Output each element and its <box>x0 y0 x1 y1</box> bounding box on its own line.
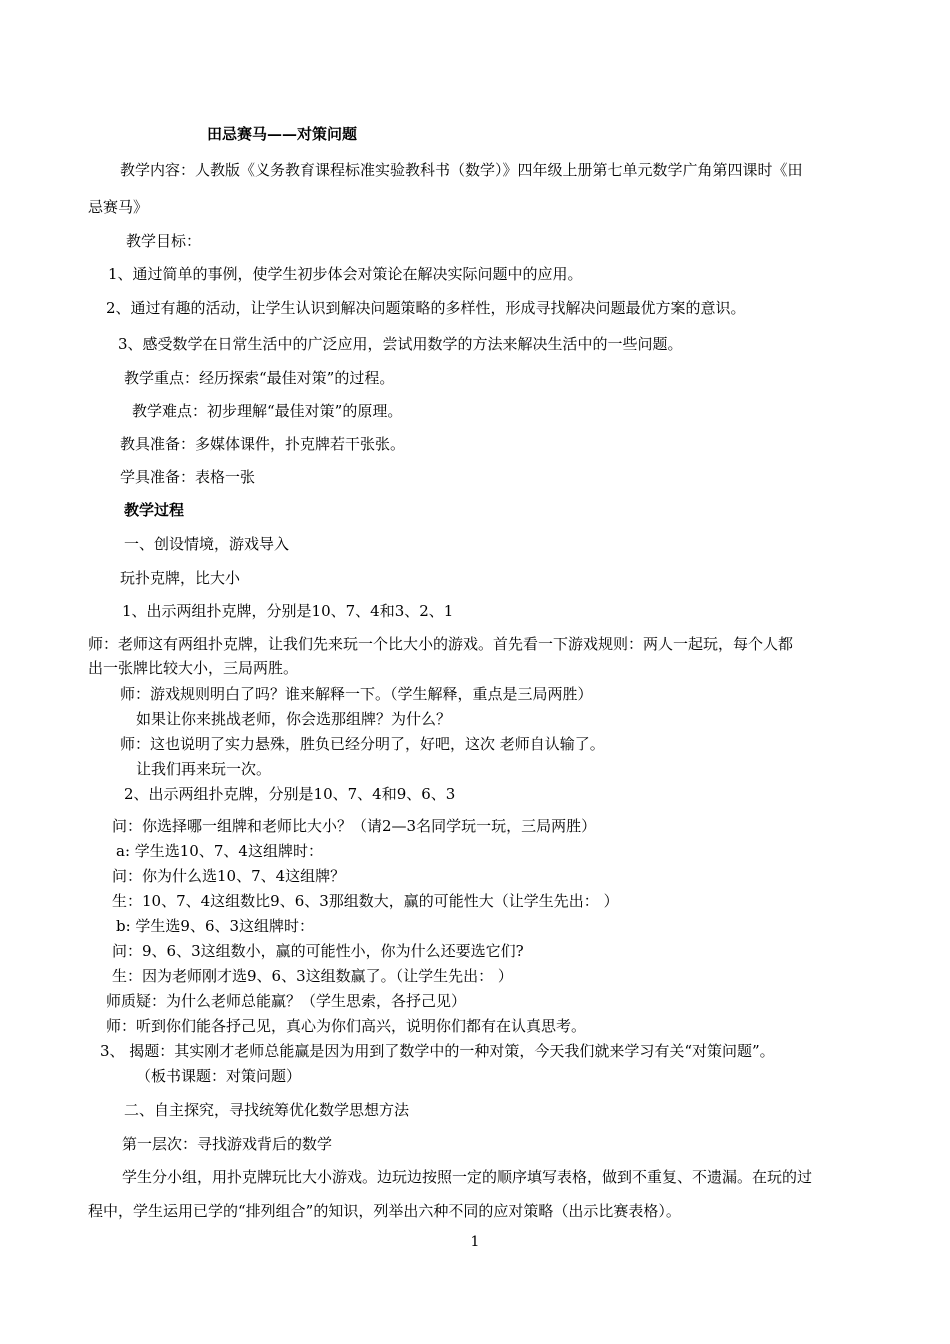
paragraph-line-1: 学生分小组，用扑克牌玩比大小游戏。边玩边按照一定的顺序填写表格，做到不重复、不遗漏。在玩的过 <box>122 1168 813 1186</box>
step-1: 1、出示两组扑克牌，分别是10、7、4和3、2、1 <box>122 602 454 620</box>
student-2: 生：因为老师刚才选9、6、3这组数赢了。（让学生先出： ） <box>112 967 513 985</box>
question-1: 如果让你来挑战老师，你会选那组牌？为什么？ <box>136 710 452 728</box>
step-3: 3、 揭题：其实刚才老师总能赢是因为用到了数学中的一种对策，今天我们就来学习有关“对策问题”。 <box>100 1042 775 1060</box>
goal-2: 2、通过有趣的活动，让学生认识到解决问题策略的多样性，形成寻找解决问题最优方案的意识。 <box>106 299 746 317</box>
case-a: a: 学生选10、7、4这组牌时： <box>116 842 323 860</box>
goals-heading: 教学目标： <box>126 232 202 250</box>
teacher-1-line-1: 师：老师这有两组扑克牌，让我们先来玩一个比大小的游戏。首先看一下游戏规则：两人一起玩，每个人都 <box>88 635 794 653</box>
teacher-1-line-2: 出一张牌比较大小，三局两胜。 <box>88 659 299 677</box>
board-note: （板书课题：对策问题） <box>136 1067 302 1085</box>
doc-title: 田忌赛马——对策问题 <box>207 125 358 143</box>
again-line: 让我们再来玩一次。 <box>136 760 272 778</box>
section-2-heading: 二、自主探究，寻找统筹优化数学思想方法 <box>124 1101 410 1119</box>
case-b: b: 学生选9、6、3这组牌时： <box>116 917 315 935</box>
teacher-2: 师：游戏规则明白了吗？谁来解释一下。（学生解释，重点是三局两胜） <box>120 685 593 703</box>
page-number: 1 <box>470 1234 480 1250</box>
ask-1: 问：你选择哪一组牌和老师比大小？（请2—3名同学玩一玩，三局两胜） <box>112 817 597 835</box>
teacher-prep: 教具准备：多媒体课件，扑克牌若干张张。 <box>120 435 406 453</box>
level-1-heading: 第一层次：寻找游戏背后的数学 <box>122 1135 333 1153</box>
student-prep: 学具准备：表格一张 <box>120 468 256 486</box>
process-heading: 教学过程 <box>124 501 185 519</box>
goal-1: 1、通过简单的事例，使学生初步体会对策论在解决实际问题中的应用。 <box>108 265 583 283</box>
game-line: 玩扑克牌，比大小 <box>120 569 241 587</box>
teacher-3: 师：这也说明了实力悬殊，胜负已经分明了，好吧，这次 老师自认输了。 <box>120 735 605 753</box>
content-line-1: 教学内容：人教版《义务教育课程标准实验教科书（数学）》四年级上册第七单元数学广角第四课时《田 <box>120 161 803 179</box>
difficulty: 教学难点：初步理解“最佳对策”的原理。 <box>132 402 403 420</box>
paragraph-line-2: 程中，学生运用已学的“排列组合”的知识，列举出六种不同的应对策略（出示比赛表格）。 <box>88 1202 681 1220</box>
goal-3: 3、感受数学在日常生活中的广泛应用，尝试用数学的方法来解决生活中的一些问题。 <box>118 335 683 353</box>
key-point: 教学重点：经历探索“最佳对策”的过程。 <box>124 369 395 387</box>
ask-2: 问：你为什么选10、7、4这组牌？ <box>112 867 346 885</box>
teacher-4: 师：听到你们能各抒己见，真心为你们高兴，说明你们都有在认真思考。 <box>106 1017 587 1035</box>
ask-3: 问：9、6、3这组数小，赢的可能性小，你为什么还要选它们? <box>112 942 524 960</box>
student-1: 生：10、7、4这组数比9、6、3那组数大，赢的可能性大（让学生先出： ） <box>112 892 619 910</box>
teacher-doubt: 师质疑：为什么老师总能赢？（学生思索，各抒己见） <box>106 992 467 1010</box>
content-line-2: 忌赛马》 <box>88 198 149 216</box>
step-2: 2、出示两组扑克牌，分别是10、7、4和9、6、3 <box>124 785 456 803</box>
section-1-heading: 一、创设情境，游戏导入 <box>124 535 290 553</box>
